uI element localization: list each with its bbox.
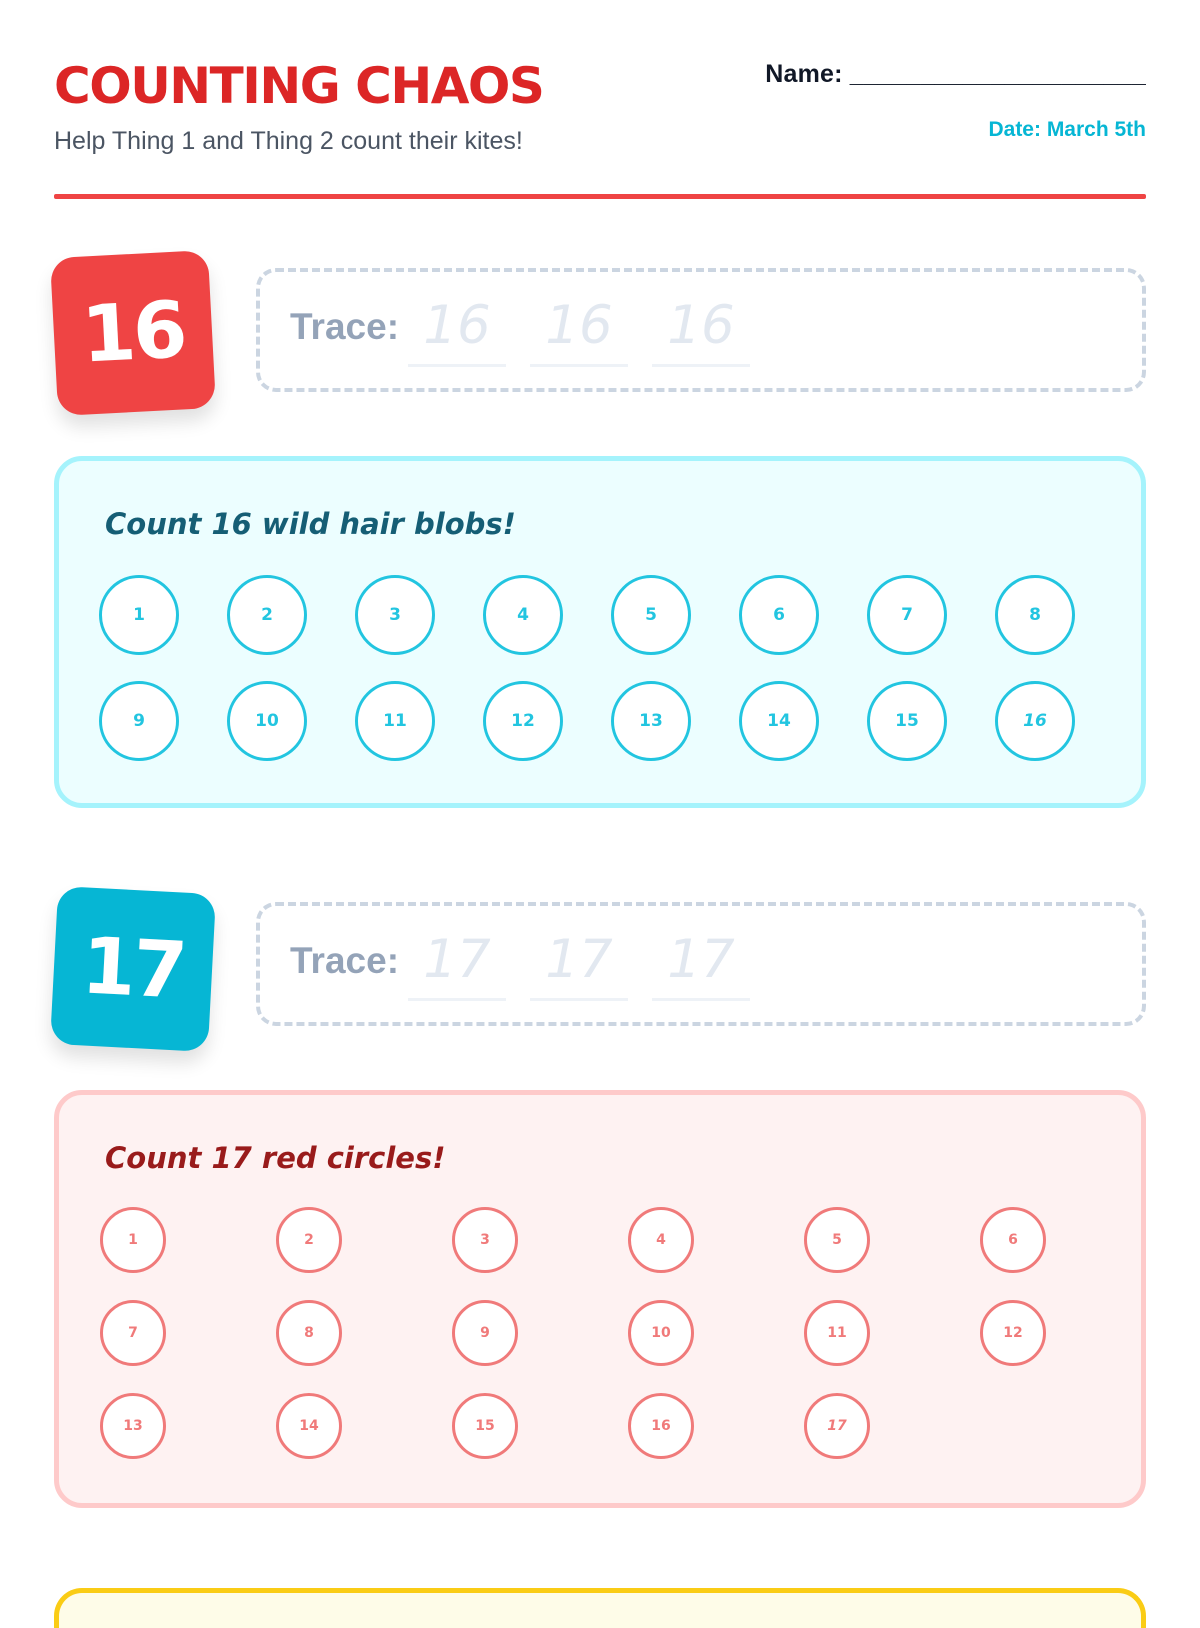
hair-blob-circle[interactable]: 6 bbox=[739, 575, 819, 655]
red-circle[interactable]: 17 bbox=[804, 1393, 870, 1459]
red-circle[interactable]: 14 bbox=[276, 1393, 342, 1459]
count-panel-red-circles bbox=[54, 1090, 1146, 1508]
trace-number[interactable]: 16 bbox=[530, 294, 628, 367]
hair-blob-circle[interactable]: 4 bbox=[483, 575, 563, 655]
red-circle[interactable]: 2 bbox=[276, 1207, 342, 1273]
name-field[interactable]: Name: _____________________ bbox=[765, 60, 1146, 88]
hair-blob-circle[interactable]: 11 bbox=[355, 681, 435, 761]
hair-blob-circle[interactable]: 2 bbox=[227, 575, 307, 655]
red-circle[interactable]: 7 bbox=[100, 1300, 166, 1366]
trace-label: Trace: bbox=[290, 940, 400, 981]
hair-blob-circle[interactable]: 9 bbox=[99, 681, 179, 761]
number-badge-17: 17 bbox=[50, 886, 216, 1052]
header-divider bbox=[54, 194, 1146, 199]
red-circle[interactable]: 6 bbox=[980, 1207, 1046, 1273]
hair-blob-circle[interactable]: 13 bbox=[611, 681, 691, 761]
trace-number[interactable]: 17 bbox=[408, 928, 506, 1001]
red-circle[interactable]: 3 bbox=[452, 1207, 518, 1273]
red-circle[interactable]: 1 bbox=[100, 1207, 166, 1273]
trace-number[interactable]: 17 bbox=[652, 928, 750, 1001]
hair-blob-circle[interactable]: 1 bbox=[99, 575, 179, 655]
hair-blob-circle[interactable]: 8 bbox=[995, 575, 1075, 655]
red-circle[interactable]: 11 bbox=[804, 1300, 870, 1366]
hair-blob-circle[interactable]: 10 bbox=[227, 681, 307, 761]
red-circle[interactable]: 13 bbox=[100, 1393, 166, 1459]
red-circle[interactable]: 16 bbox=[628, 1393, 694, 1459]
hair-blob-circle[interactable]: 16 bbox=[995, 681, 1075, 761]
red-circle[interactable]: 10 bbox=[628, 1300, 694, 1366]
hair-blob-circle[interactable]: 14 bbox=[739, 681, 819, 761]
trace-number[interactable]: 16 bbox=[652, 294, 750, 367]
worksheet-header bbox=[54, 56, 1146, 200]
worksheet-subtitle: Help Thing 1 and Thing 2 count their kites! bbox=[54, 127, 523, 155]
trace-number[interactable]: 17 bbox=[530, 928, 628, 1001]
date-label: Date: March 5th bbox=[988, 118, 1146, 141]
trace-number[interactable]: 16 bbox=[408, 294, 506, 367]
hair-blob-circle[interactable]: 5 bbox=[611, 575, 691, 655]
red-circle[interactable]: 9 bbox=[452, 1300, 518, 1366]
hair-blob-circle[interactable]: 7 bbox=[867, 575, 947, 655]
red-circle[interactable]: 12 bbox=[980, 1300, 1046, 1366]
panel-heading: Count 16 wild hair blobs! bbox=[105, 507, 516, 541]
red-circle[interactable]: 5 bbox=[804, 1207, 870, 1273]
hair-blob-circle[interactable]: 3 bbox=[355, 575, 435, 655]
trace-label: Trace: bbox=[290, 306, 400, 347]
hair-blob-circle[interactable]: 12 bbox=[483, 681, 563, 761]
count-panel-hair-blobs bbox=[54, 456, 1146, 808]
trace-box-16 bbox=[256, 268, 1146, 392]
red-circle[interactable]: 15 bbox=[452, 1393, 518, 1459]
panel-heading: Count 17 red circles! bbox=[105, 1141, 446, 1175]
number-badge-16: 16 bbox=[50, 250, 216, 416]
next-section-panel bbox=[54, 1588, 1146, 1628]
red-circle[interactable]: 4 bbox=[628, 1207, 694, 1273]
worksheet-title: COUNTING CHAOS bbox=[54, 57, 544, 115]
red-circle[interactable]: 8 bbox=[276, 1300, 342, 1366]
trace-box-17 bbox=[256, 902, 1146, 1026]
hair-blob-circle[interactable]: 15 bbox=[867, 681, 947, 761]
